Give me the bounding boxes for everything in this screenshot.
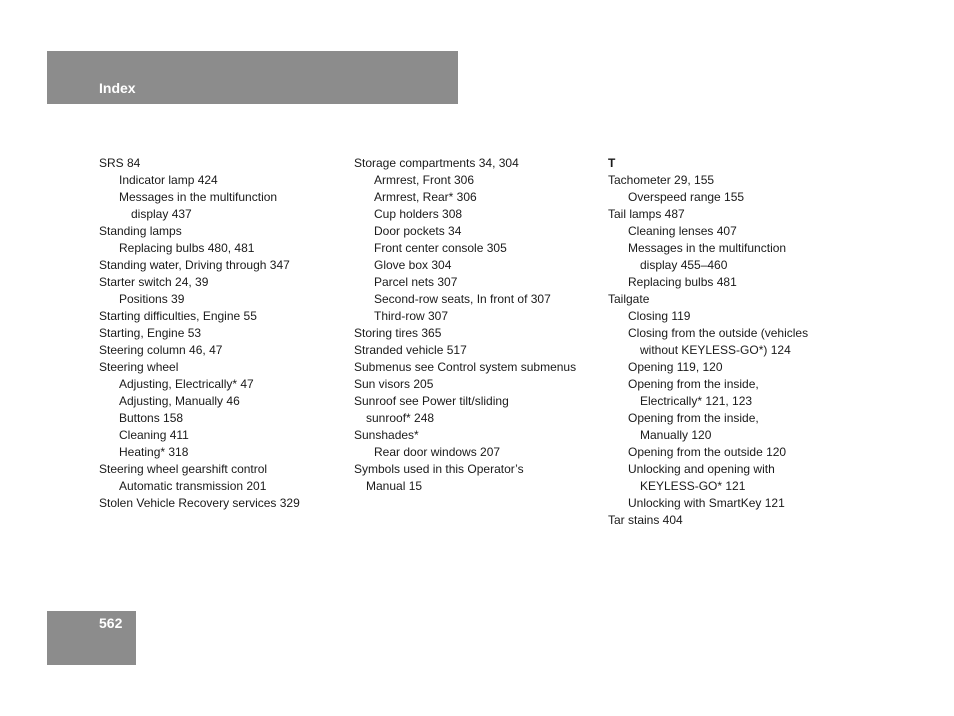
index-subentry: Parcel nets 307	[374, 275, 458, 289]
index-entry: Standing water, Driving through 347	[99, 258, 290, 272]
index-entry: Tar stains 404	[608, 513, 683, 527]
index-subentry: Buttons 158	[119, 411, 184, 425]
index-subentry: Replacing bulbs 481	[628, 275, 737, 289]
index-subentry: Glove box 304	[374, 258, 452, 272]
index-letter-heading: T	[608, 156, 616, 170]
index-subentry: Manual 15	[366, 479, 423, 493]
index-entry: Starting, Engine 53	[99, 326, 202, 340]
index-subentry: Automatic transmission 201	[119, 479, 267, 493]
index-subentry: Unlocking with SmartKey 121	[628, 496, 785, 510]
index-subentry: Second-row seats, In front of 307	[374, 292, 551, 306]
index-entry: Stranded vehicle 517	[354, 343, 467, 357]
index-subentry: Replacing bulbs 480, 481	[119, 241, 255, 255]
index-entry: Symbols used in this Operator’s	[354, 462, 524, 476]
index-subentry: Adjusting, Electrically* 47	[119, 377, 254, 391]
index-entry: Steering column 46, 47	[99, 343, 223, 357]
index-subentry: Positions 39	[119, 292, 185, 306]
index-subentry: Opening 119, 120	[628, 360, 723, 374]
index-subentry: Armrest, Front 306	[374, 173, 475, 187]
index-entry: Tail lamps 487	[608, 207, 685, 221]
index-subentry: Messages in the multifunction	[119, 190, 278, 204]
index-entry: Steering wheel	[99, 360, 179, 374]
page-number: 562	[99, 615, 123, 631]
index-column-2	[354, 155, 599, 495]
page-title: Index	[99, 80, 136, 96]
index-subentry: sunroof* 248	[366, 411, 435, 425]
index-subentry: Indicator lamp 424	[119, 173, 218, 187]
index-subentry: Overspeed range 155	[628, 190, 745, 204]
index-column-1	[99, 155, 344, 512]
index-subentry: Opening from the inside,	[628, 411, 759, 425]
index-subentry: Opening from the inside,	[628, 377, 759, 391]
index-subentry: Closing 119	[628, 309, 691, 323]
index-subentry: display 437	[131, 207, 192, 221]
header-bar	[47, 51, 458, 104]
index-subentry: Third-row 307	[374, 309, 449, 323]
index-subentry: Rear door windows 207	[374, 445, 501, 459]
index-subentry: Adjusting, Manually 46	[119, 394, 240, 408]
index-subentry: Heating* 318	[119, 445, 189, 459]
index-subentry: KEYLESS-GO* 121	[640, 479, 746, 493]
index-entry: Storage compartments 34, 304	[354, 156, 519, 170]
index-entry: Tailgate	[608, 292, 650, 306]
index-entry: Starter switch 24, 39	[99, 275, 209, 289]
index-subentry: Unlocking and opening with	[628, 462, 775, 476]
index-subentry: Opening from the outside 120	[628, 445, 787, 459]
index-subentry: Front center console 305	[374, 241, 507, 255]
index-subentry: display 455–460	[640, 258, 728, 272]
index-entry: Sunroof see Power tilt/sliding	[354, 394, 509, 408]
index-entry: Storing tires 365	[354, 326, 442, 340]
index-subentry: Cleaning 411	[119, 428, 189, 442]
index-entry: Starting difficulties, Engine 55	[99, 309, 257, 323]
index-subentry: Closing from the outside (vehicles	[628, 326, 809, 340]
index-entry: Sunshades*	[354, 428, 419, 442]
index-subentry: Door pockets 34	[374, 224, 462, 238]
index-entry: SRS 84	[99, 156, 141, 170]
index-subentry: Cleaning lenses 407	[628, 224, 737, 238]
index-subentry: Messages in the multifunction	[628, 241, 787, 255]
index-subentry: without KEYLESS-GO*) 124	[640, 343, 791, 357]
index-entry: Tachometer 29, 155	[608, 173, 715, 187]
index-subentry: Electrically* 121, 123	[640, 394, 753, 408]
index-subentry: Manually 120	[640, 428, 712, 442]
index-column-3	[608, 155, 858, 529]
index-entry: Standing lamps	[99, 224, 182, 238]
index-entry: Submenus see Control system submenus	[354, 360, 577, 374]
index-subentry: Armrest, Rear* 306	[374, 190, 477, 204]
index-entry: Sun visors 205	[354, 377, 434, 391]
index-entry: Stolen Vehicle Recovery services 329	[99, 496, 300, 510]
index-entry: Steering wheel gearshift control	[99, 462, 268, 476]
index-subentry: Cup holders 308	[374, 207, 463, 221]
page-number-tab	[47, 611, 136, 665]
